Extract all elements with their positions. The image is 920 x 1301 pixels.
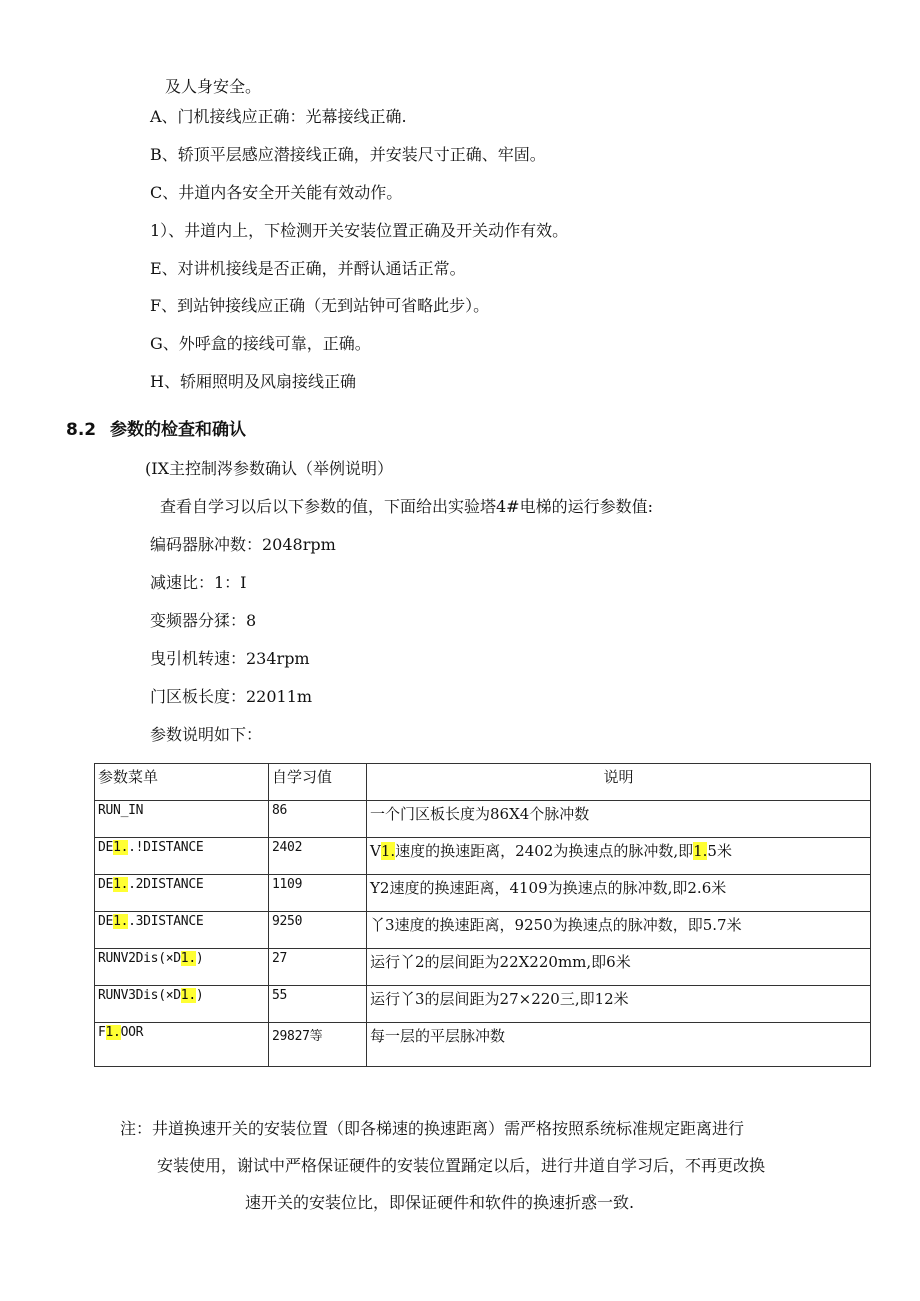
cell-desc: 一个门区板长度为86X4个脉冲数 <box>367 801 871 838</box>
cell-desc: V1.速度的换速距离，2402为换速点的脉冲数,即1.5米 <box>367 838 871 875</box>
checklist-item-f: F、到站钟接线应正确（无到站钟可省略此步）。 <box>150 296 490 315</box>
cell-value: 27 <box>269 949 367 986</box>
parameter-table <box>94 763 871 1067</box>
table-row <box>95 838 871 875</box>
subtitle: (IX主控制涔参数确认（举例说明） <box>145 459 393 478</box>
cell-menu: RUNV3Dis(×D1.) <box>95 986 269 1023</box>
header-menu: 参数菜单 <box>95 764 269 801</box>
cell-value: 2402 <box>269 838 367 875</box>
lead-paragraph: 查看自学习以后以下参数的值，下面给出实验塔4#电梯的运行参数值: <box>160 497 653 516</box>
section-title: 参数的检查和确认 <box>110 420 246 440</box>
param-encoder-pulses: 编码器脉冲数：2048rpm <box>150 535 336 554</box>
param-inverter-div: 变频器分猱：8 <box>150 611 257 630</box>
cell-value: 29827等 <box>269 1023 367 1067</box>
intro-line: 及人身安全。 <box>165 77 262 96</box>
checklist-item-e: E、对讲机接线是否正确，并酹认通话正常。 <box>150 259 466 278</box>
cell-desc: 运行丫2的层间距为22X220mm,即6米 <box>367 949 871 986</box>
note-line-1: 注：井道换速开关的安装位置（即各梯速的换速距离）需严格按照系统标准规定距离进行 <box>120 1119 745 1138</box>
table-row <box>95 986 871 1023</box>
param-reduction-ratio: 减速比：1：I <box>150 573 247 592</box>
cell-desc: 每一层的平层脉冲数 <box>367 1023 871 1067</box>
cell-value: 55 <box>269 986 367 1023</box>
cell-value: 86 <box>269 801 367 838</box>
checklist-item-g: G、外呼盒的接线可靠，正确。 <box>150 334 371 353</box>
cell-value: 1109 <box>269 875 367 912</box>
table-row <box>95 801 871 838</box>
note-line-2: 安装使用，谢试中严格保证硬件的安装位置踊定以后，进行井道自学习后，不再更改换 <box>157 1156 766 1175</box>
cell-desc: Y2速度的换速距离，4109为换速点的脉冲数,即2.6米 <box>367 875 871 912</box>
checklist-item-a: A、门机接线应正确：光幕接线正确. <box>150 107 407 126</box>
checklist-item-d: 1）、井道内上，下检测开关安装位置正确及开关动作有效。 <box>150 221 569 240</box>
table-row <box>95 912 871 949</box>
note-line-3: 速开关的安装位比，即保证硬件和软件的换速折惑一致. <box>245 1193 635 1212</box>
table-row <box>95 1023 871 1067</box>
checklist-item-b: B、轿顶平层感应潜接线正确，并安装尺寸正确、牢固。 <box>150 145 546 164</box>
param-explanation-intro: 参数说明如下： <box>150 725 263 744</box>
cell-menu: RUN_IN <box>95 801 269 838</box>
param-traction-speed: 曳引机转速：234rpm <box>150 649 310 668</box>
table-header-row <box>95 764 871 801</box>
cell-menu: DE1..2DISTANCE <box>95 875 269 912</box>
header-desc: 说明 <box>367 764 871 801</box>
param-door-zone-length: 门区板长度：22011m <box>150 687 313 706</box>
cell-value: 9250 <box>269 912 367 949</box>
cell-desc: 丫3速度的换速距离，9250为换速点的脉冲数，即5.7米 <box>367 912 871 949</box>
cell-menu: DE1..!DISTANCE <box>95 838 269 875</box>
table-row <box>95 875 871 912</box>
checklist-item-c: C、井道内各安全开关能有效动作。 <box>150 183 403 202</box>
cell-menu: F1.OOR <box>95 1023 269 1067</box>
cell-menu: DE1..3DISTANCE <box>95 912 269 949</box>
table-row <box>95 949 871 986</box>
cell-menu: RUNV2Dis(×D1.) <box>95 949 269 986</box>
checklist-item-h: H、轿厢照明及风扇接线正确 <box>150 372 356 391</box>
header-value: 自学习值 <box>269 764 367 801</box>
section-number: 8.2 <box>66 420 97 440</box>
section-heading <box>66 418 246 442</box>
cell-desc: 运行丫3的层间距为27×220三,即12米 <box>367 986 871 1023</box>
